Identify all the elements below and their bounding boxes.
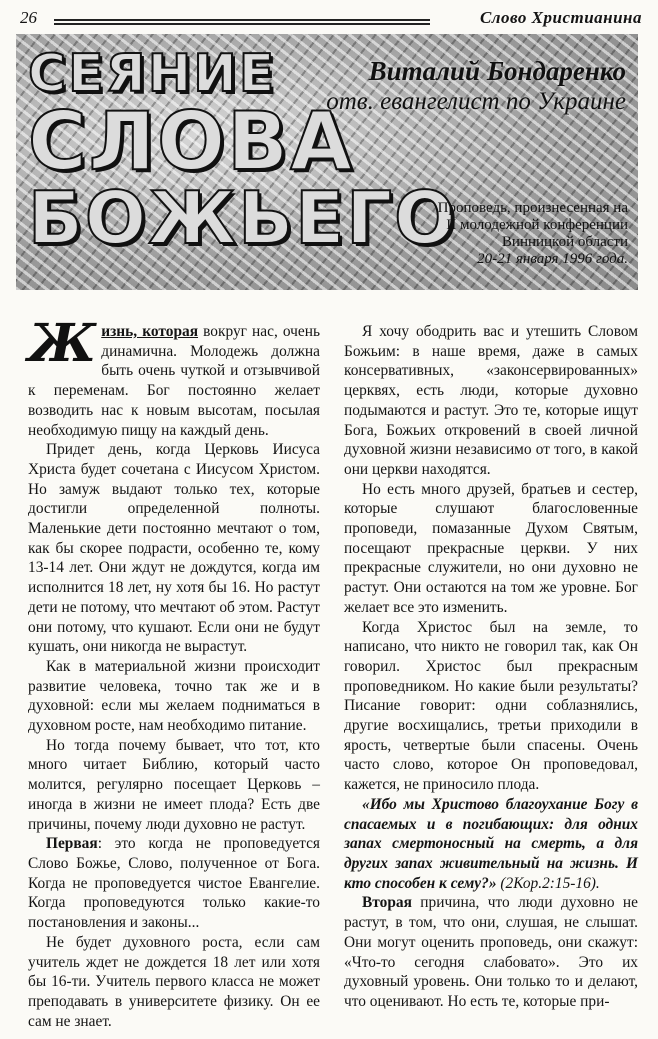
quote-reference: (2Кор.2:15-16). (496, 874, 600, 892)
article-column-right (344, 322, 638, 1012)
paragraph: Как в материальной жизни происходит развитие человека, точно так же и в духовной: если мы желаем подниматься в духовном росте, нам необходимо питание. (28, 657, 320, 735)
article-banner (16, 34, 638, 290)
paragraph: Придет день, когда Церковь Иисуса Христа будет сочетана с Иисусом Христом. Но замуж выдают только тех, которые достигли определенной полноты. Маленькие дети постоянно мечтают о том, как бы скорее подрасти, особенно те, кому 13-14 лет. Они ждут не дождутся, когда им исполнится 18 лет, ну хотя бы 16. Но растут дети не потому, что мечтают об этом. Растут они потому, что кушают. Если они не будут кушать, они никогда не вырастут. (28, 441, 320, 656)
article-column-left (28, 313, 321, 1031)
lead-words: изнь, которая (101, 323, 199, 340)
paragraph-text: : это когда не проповедуется Слово Божье, Слово, полученное от Бога. Когда не проповедуется чистое Евангелие. Когда проповедуются только какие-то постановления и законы... (28, 835, 320, 932)
scripture-quote (344, 795, 638, 894)
point-label: Вторая (362, 894, 412, 912)
author-role: отв. евангелист по Украине (326, 88, 626, 115)
title-line-2: СЛОВА (28, 95, 355, 188)
header-rule (54, 23, 430, 25)
paragraph: Но есть много друзей, братьев и сестер, которые слушают благословенные проповеди, помазанные Духом Святым, посещают прекрасные церкви. У них прекрасные служители, но они духовно не растут. Они остаются на том же уровне. Бог желает все это изменить. (344, 480, 638, 616)
title-line-3: БОЖЬЕГО (28, 176, 458, 260)
journal-title: Слово Христианина (479, 8, 642, 27)
paragraph (344, 893, 638, 1011)
paragraph: Не будет духовного роста, если сам учитель ждет не дождется 18 лет или хотя бы 16-ти. Учитель первого класса не может преподавать в университете физику. Он ее сам не знает. (28, 933, 320, 1030)
author-name: Виталий Бондаренко (368, 56, 626, 86)
point-label: Первая (46, 835, 98, 853)
paragraph (28, 834, 320, 933)
drop-cap: Ж (28, 313, 97, 374)
title-line-1: СЕЯНИЕ (28, 44, 277, 104)
running-header (20, 8, 642, 28)
quote-text: «Ибо мы Христово благоухание Богу в спасаемых и в погибающих: для одних запах смертоносный на смерть, а для других запах живительный на жизнь. И кто способен к сему?» (344, 795, 638, 892)
sermon-note (388, 200, 628, 268)
paragraph: Но тогда почему бывает, что тот, кто много читает Библию, который часто молится, регулярно посещает Церковь – иногда в жизни не имеет плода? Есть две причины, почему люди духовно не растут. (28, 736, 320, 833)
header-rule (54, 19, 430, 21)
sermon-note-line: Проповедь, произнесенная на (437, 200, 628, 216)
paragraph: Когда Христос был на земле, то написано, что никто не говорил так, как Он говорил. Христос был прекрасным проповедником. Но какие были результаты? Писание говорит: одни соблазнялись, другие восхищались, третьи приходили в ярость, четвертые были спасены. Очень часто слово, которое Он проповедовал, кажется, не приносило плода. (344, 618, 638, 794)
paragraph (28, 313, 321, 440)
sermon-note-line: Винницкой области (501, 234, 628, 250)
paragraph: Я хочу ободрить вас и утешить Словом Божьим: в наше время, даже в самых консервативных, «законсервированных» церквях, есть люди, которые духовно подымаются и растут. Это те, которые ищут Бога, Божьих откровений в своей личной духовной жизни независимо от того, в какой они церкви находятся. (344, 323, 638, 478)
sermon-note-line: II молодежной конференции (446, 217, 628, 233)
sermon-date: 20-21 января 1996 года. (477, 251, 628, 267)
paragraph-text: причина, что люди духовно не растут, в том, что они, слушая, не слышат. Они могут оценить проповедь, они скажут: «Что-то сегодня слабовато». Это их духовный уровень. Они только то и делают, что оценивают. Но есть те, которые при- (344, 894, 638, 1010)
page-number: 26 (20, 8, 37, 27)
paragraph-text: вокруг нас, очень динамична. Молодежь должна быть очень чуткой и отзывчивой к переменам. Бог постоянно желает возводить нас к новым высотам, посылая необходимую пищу на каждый день. (28, 323, 321, 439)
